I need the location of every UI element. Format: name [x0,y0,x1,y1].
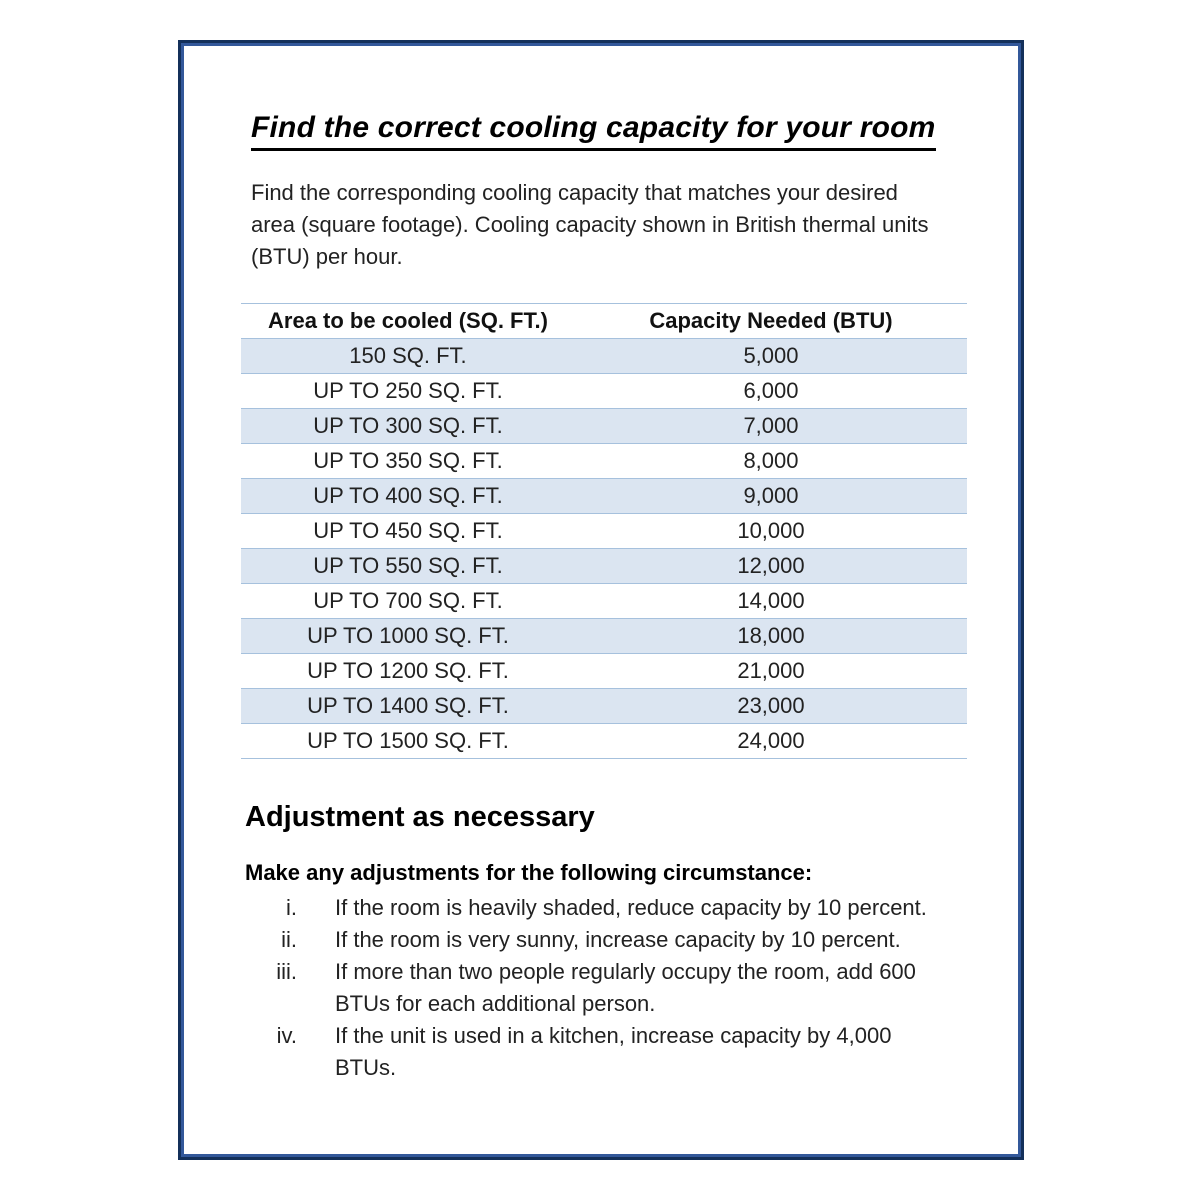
capacity-cell: 23,000 [737,693,805,718]
list-item-text: If the unit is used in a kitchen, increase capacity by 4,000 BTUs. [335,1023,892,1080]
table-row [241,339,967,374]
area-cell: 150 SQ. FT. [349,343,467,368]
list-item-text: If the room is very sunny, increase capacity by 10 percent. [335,927,901,952]
capacity-cell: 6,000 [743,378,799,403]
capacity-cell: 7,000 [743,413,799,438]
capacity-cell: 14,000 [737,588,805,613]
table-row [241,409,967,444]
area-cell: UP TO 250 SQ. FT. [313,378,503,403]
table-row [241,724,967,759]
list-item-text: If more than two people regularly occupy the room, add 600 BTUs for each additional person. [335,959,916,1016]
area-cell: UP TO 300 SQ. FT. [313,413,503,438]
table-row [241,479,967,514]
document-page [178,40,1024,1160]
capacity-cell: 12,000 [737,553,805,578]
page-content [181,43,1021,1084]
list-item [243,1020,1021,1084]
area-cell: UP TO 1400 SQ. FT. [307,693,509,718]
adjustment-heading: Adjustment as necessary [245,801,595,833]
list-marker: i. [286,895,297,920]
capacity-cell: 21,000 [737,658,805,683]
area-cell: UP TO 450 SQ. FT. [313,518,503,543]
table-row [241,619,967,654]
capacity-cell: 5,000 [743,343,799,368]
capacity-cell: 9,000 [743,483,799,508]
area-cell: UP TO 700 SQ. FT. [313,588,503,613]
adjustment-lead: Make any adjustments for the following circumstance: [245,860,813,885]
area-cell: UP TO 400 SQ. FT. [313,483,503,508]
capacity-cell: 10,000 [737,518,805,543]
area-cell: UP TO 350 SQ. FT. [313,448,503,473]
page-title: Find the correct cooling capacity for your room [251,111,936,151]
list-item [243,924,1021,956]
table-row [241,374,967,409]
list-marker: iii. [276,959,297,984]
column-header-capacity: Capacity Needed (BTU) [649,308,893,333]
table-header-row [241,304,967,339]
table-row [241,584,967,619]
list-item-text: If the room is heavily shaded, reduce capacity by 10 percent. [335,895,927,920]
column-header-area: Area to be cooled (SQ. FT.) [268,308,548,333]
table-row [241,689,967,724]
area-cell: UP TO 1500 SQ. FT. [307,728,509,753]
area-cell: UP TO 550 SQ. FT. [313,553,503,578]
area-cell: UP TO 1000 SQ. FT. [307,623,509,648]
table-row [241,444,967,479]
capacity-cell: 18,000 [737,623,805,648]
table-row [241,514,967,549]
table-row [241,654,967,689]
cooling-capacity-table [241,303,967,759]
list-item [243,892,1021,924]
list-marker: iv. [276,1023,297,1048]
list-marker: ii. [281,927,297,952]
adjustment-list [243,892,1021,1084]
list-item [243,956,1021,1020]
capacity-cell: 8,000 [743,448,799,473]
intro-paragraph: Find the corresponding cooling capacity that matches your desired area (square footage). Cooling capacity shown in British thermal units (BTU) per hour. [251,180,929,269]
table-row [241,549,967,584]
capacity-cell: 24,000 [737,728,805,753]
area-cell: UP TO 1200 SQ. FT. [307,658,509,683]
